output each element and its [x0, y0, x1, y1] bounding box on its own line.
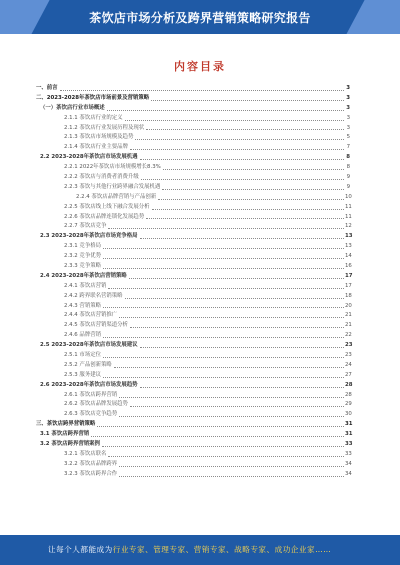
page-footer-banner — [0, 535, 400, 565]
table-of-contents — [36, 84, 353, 480]
toc-dot-leader — [140, 237, 344, 239]
toc-dot-leader — [91, 435, 344, 437]
toc-entry-page-number: 33 — [345, 450, 352, 457]
toc-dot-leader — [103, 267, 344, 269]
toc-entry[interactable] — [36, 351, 350, 361]
toc-entry-page-number: 31 — [345, 421, 353, 428]
toc-entry[interactable] — [36, 401, 350, 411]
toc-entry[interactable] — [36, 242, 350, 252]
toc-entry-page-number: 21 — [345, 322, 352, 329]
toc-entry-label: 2.1.1 茶饮店行业的定义 — [64, 114, 123, 121]
toc-entry-page-number: 11 — [345, 213, 352, 220]
toc-entry-label: 2.3.2 竞争优势 — [64, 253, 101, 260]
toc-entry-label: 3.2.3 茶饮店跨界合作 — [64, 470, 118, 477]
toc-entry[interactable] — [36, 292, 350, 302]
footer-slogan-prefix: 让每个人都能成为 — [48, 545, 113, 554]
toc-entry[interactable] — [36, 420, 353, 430]
toc-entry[interactable] — [36, 213, 350, 223]
toc-dot-leader — [114, 366, 344, 368]
toc-entry[interactable] — [36, 341, 353, 351]
toc-entry-label: 3.2.1 茶饮店联名 — [64, 450, 107, 457]
toc-entry[interactable] — [36, 450, 350, 460]
toc-dot-leader — [119, 396, 344, 398]
toc-dot-leader — [140, 158, 344, 160]
toc-entry[interactable] — [36, 440, 353, 450]
toc-entry-label: 2.2.3 茶饮与其他行业跨界融合发展机遇 — [64, 183, 161, 190]
page-header-banner — [0, 0, 400, 34]
footer-slogan — [48, 544, 331, 555]
toc-dot-leader — [103, 257, 344, 259]
toc-entry[interactable] — [36, 232, 353, 242]
toc-dot-leader — [129, 277, 344, 279]
toc-entry-label: 2.5 2023-2028年茶饮店市场发展建议 — [40, 342, 138, 349]
toc-dot-leader — [102, 445, 344, 447]
toc-dot-leader — [163, 168, 344, 170]
toc-dot-leader — [107, 109, 344, 111]
toc-entry-page-number: 29 — [345, 401, 352, 408]
toc-entry-label: 2.1.3 茶饮店市场规模及趋势 — [64, 134, 134, 141]
toc-entry-label: 3.2.2 茶饮店品牌跨界 — [64, 460, 118, 467]
toc-entry-page-number: 16 — [345, 263, 352, 270]
toc-dot-leader — [103, 306, 344, 308]
toc-entry[interactable] — [36, 262, 350, 272]
toc-entry-label: 2.2.1 2022年茶饮店市场规模增长8.3% — [64, 164, 161, 171]
toc-dot-leader — [103, 247, 344, 249]
toc-entry-label: 3.2 茶饮店跨界营销案例 — [40, 441, 100, 448]
toc-entry-page-number: 3 — [346, 104, 350, 111]
toc-entry-label: 2.3.1 竞争格局 — [64, 243, 101, 250]
toc-entry-label: 2.2.5 茶饮店线上线下融合发展分析 — [64, 203, 150, 210]
toc-entry-page-number: 28 — [345, 381, 353, 388]
toc-dot-leader — [140, 346, 344, 348]
toc-entry-page-number: 3 — [346, 84, 350, 91]
toc-dot-leader — [140, 386, 344, 388]
toc-entry-label: 2.6.1 茶饮店跨界营销 — [64, 391, 118, 398]
toc-dot-leader — [103, 376, 344, 378]
toc-entry-page-number: 30 — [345, 411, 352, 418]
footer-slogan-highlight: 行业专家、管理专家、营销专家、战略专家、成功企业家…… — [112, 545, 332, 554]
toc-entry[interactable] — [36, 114, 350, 124]
toc-entry-page-number: 21 — [345, 312, 352, 319]
toc-entry-label: 2.2.2 茶饮店与消费者消费升级 — [64, 174, 139, 180]
toc-entry-label: 2.5.1 市场定位 — [64, 352, 101, 359]
toc-entry-page-number: 24 — [345, 361, 352, 368]
toc-entry[interactable] — [36, 381, 353, 391]
toc-entry[interactable] — [36, 84, 350, 94]
toc-entry[interactable] — [36, 311, 350, 321]
toc-entry-page-number: 27 — [345, 371, 352, 378]
toc-entry-page-number: 3 — [346, 114, 350, 121]
toc-entry-label: 2.6 2023-2028年茶饮店市场发展趋势 — [40, 381, 138, 388]
toc-dot-leader — [130, 326, 344, 328]
toc-entry[interactable] — [36, 163, 350, 173]
toc-dot-leader — [103, 336, 344, 338]
toc-entry-page-number: 20 — [345, 302, 352, 309]
toc-entry[interactable] — [36, 173, 350, 183]
toc-dot-leader — [103, 356, 344, 358]
toc-entry-label: 2.4.3 营销策略 — [64, 302, 101, 309]
toc-dot-leader — [119, 475, 344, 477]
toc-entry-page-number: 10 — [345, 193, 352, 200]
toc-dot-leader — [135, 138, 344, 140]
toc-entry[interactable] — [36, 282, 350, 292]
toc-entry-page-number: 8 — [346, 164, 350, 171]
toc-entry-page-number: 9 — [346, 183, 350, 190]
toc-entry-label: 2.4.1 茶饮店营销 — [64, 282, 107, 289]
toc-entry[interactable] — [36, 410, 350, 420]
toc-entry-page-number: 14 — [345, 253, 352, 260]
toc-entry[interactable] — [36, 183, 350, 193]
toc-entry-label: 二、2023-2028年茶饮店市场前景及营销策略 — [36, 94, 150, 101]
toc-entry[interactable] — [36, 203, 350, 213]
toc-entry-page-number: 3 — [346, 124, 350, 131]
toc-dot-leader — [108, 455, 344, 457]
toc-dot-leader — [125, 297, 344, 299]
toc-entry[interactable] — [36, 361, 350, 371]
toc-entry-label: 2.6.3 茶饮店竞争趋势 — [64, 411, 118, 418]
toc-entry-label: 三、茶饮店跨界营销策略 — [36, 421, 96, 428]
toc-dot-leader — [60, 89, 344, 91]
toc-entry-page-number: 8 — [346, 154, 350, 161]
toc-entry-page-number: 33 — [345, 441, 353, 448]
toc-entry-page-number: 9 — [346, 174, 350, 180]
toc-entry-label: 2.4.6 品牌营销 — [64, 332, 101, 339]
toc-entry[interactable] — [36, 193, 350, 203]
toc-entry-label: 2.4.2 跨界联名营销策略 — [64, 292, 123, 299]
toc-entry[interactable] — [36, 104, 350, 114]
toc-entry-label: 2.4.4 茶饮店营销推广 — [64, 312, 118, 319]
toc-entry-label: 2.1.4 茶饮店行业主要品牌 — [64, 144, 128, 151]
toc-entry-page-number: 17 — [345, 272, 353, 279]
toc-dot-leader — [97, 425, 344, 427]
toc-entry-label: 3.1 茶饮店跨界营销 — [40, 431, 90, 438]
toc-entry[interactable] — [36, 272, 353, 282]
toc-entry-page-number: 11 — [345, 203, 352, 210]
toc-entry-label: 2.2 2023-2028年茶饮店市场发展机遇 — [40, 154, 138, 161]
toc-entry[interactable] — [36, 302, 350, 312]
toc-dot-leader — [146, 128, 344, 130]
toc-entry[interactable] — [36, 470, 350, 480]
toc-entry-page-number: 18 — [345, 292, 352, 299]
toc-entry-page-number: 22 — [345, 332, 352, 339]
toc-entry[interactable] — [36, 430, 353, 440]
toc-entry[interactable] — [36, 133, 350, 143]
toc-entry-label: 2.6.2 茶饮店品牌发展趋势 — [64, 401, 128, 408]
toc-entry-page-number: 34 — [345, 460, 352, 467]
toc-entry-label: 2.1.2 茶饮店行业发展历程及现状 — [64, 124, 145, 131]
toc-entry-page-number: 3 — [346, 94, 350, 101]
toc-entry[interactable] — [36, 143, 350, 153]
toc-entry-page-number: 13 — [345, 243, 352, 250]
toc-dot-leader — [146, 217, 344, 219]
toc-dot-leader — [119, 465, 344, 467]
toc-dot-leader — [158, 198, 344, 200]
toc-entry[interactable] — [36, 153, 350, 163]
toc-entry-label: 一、前言 — [36, 84, 58, 91]
toc-dot-leader — [130, 405, 344, 407]
toc-entry-page-number: 17 — [345, 282, 352, 289]
toc-entry[interactable] — [36, 124, 350, 134]
toc-entry-page-number: 23 — [345, 352, 352, 359]
toc-entry-page-number: 5 — [346, 134, 350, 141]
toc-heading: 内容目录 — [174, 60, 226, 73]
toc-entry-label: 2.4.5 茶饮店营销渠道分析 — [64, 322, 128, 329]
toc-entry-label: 2.5.3 服务建议 — [64, 371, 101, 378]
toc-dot-leader — [125, 119, 344, 121]
toc-dot-leader — [108, 227, 344, 229]
toc-dot-leader — [119, 316, 344, 318]
toc-entry[interactable] — [36, 391, 350, 401]
toc-entry[interactable] — [36, 94, 350, 104]
toc-dot-leader — [162, 188, 344, 190]
toc-entry-page-number: 31 — [345, 431, 353, 438]
toc-entry-page-number: 34 — [345, 470, 352, 477]
toc-entry-page-number: 7 — [346, 144, 350, 151]
toc-dot-leader — [152, 208, 344, 210]
toc-entry[interactable] — [36, 321, 350, 331]
toc-entry[interactable] — [36, 460, 350, 470]
toc-entry[interactable] — [36, 371, 350, 381]
toc-entry[interactable] — [36, 331, 350, 341]
report-title: 茶饮店市场分析及跨界营销策略研究报告 — [89, 11, 311, 25]
toc-entry-page-number: 23 — [345, 342, 353, 349]
toc-entry-label: 2.2.6 茶饮店品牌连锁化发展趋势 — [64, 213, 145, 220]
toc-entry-label: 2.2.4 茶饮店品牌营销与产品创新 — [76, 193, 157, 200]
toc-dot-leader — [130, 148, 344, 150]
toc-entry-label: 2.3 2023-2028年茶饮店市场竞争格局 — [40, 233, 138, 240]
toc-entry[interactable] — [36, 222, 350, 232]
toc-entry-page-number: 13 — [345, 233, 353, 240]
toc-entry-label: 2.2.7 茶饮店竞争 — [64, 223, 107, 230]
toc-dot-leader — [151, 99, 344, 101]
toc-entry-label: 2.4 2023-2028年茶饮店营销策略 — [40, 272, 127, 279]
toc-dot-leader — [108, 287, 344, 289]
toc-entry-page-number: 28 — [345, 391, 352, 398]
toc-entry-label: 2.5.2 产品创新策略 — [64, 361, 112, 368]
toc-dot-leader — [141, 178, 344, 180]
toc-entry[interactable] — [36, 252, 350, 262]
toc-entry-label: （一）茶饮店行业市场概述 — [40, 104, 105, 111]
toc-entry-page-number: 12 — [345, 223, 352, 230]
toc-dot-leader — [119, 415, 344, 417]
toc-entry-label: 2.3.3 竞争策略 — [64, 263, 101, 270]
